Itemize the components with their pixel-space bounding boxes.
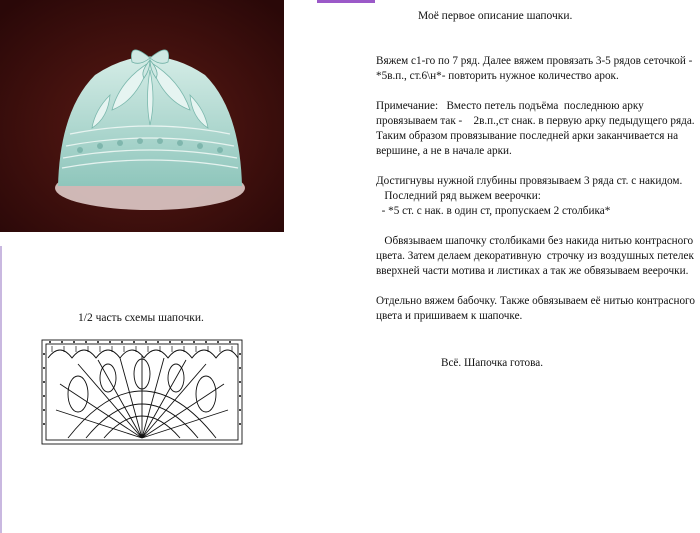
instructions-text: [376, 54, 696, 324]
paragraph: Вяжем с1-го по 7 ряд. Далее вяжем провязать 3-5 рядов сеточкой -*5в.п., ст.6\н*- повторить нужное количество арок.: [376, 55, 693, 82]
paragraph: Последний ряд выжем веерочки:: [376, 190, 541, 202]
crochet-scheme: [38, 334, 248, 448]
final-note: Всё. Шапочка готова.: [441, 357, 544, 369]
scheme-caption: 1/2 часть схемы шапочки.: [78, 312, 204, 324]
decorative-line: [317, 0, 375, 3]
paragraph: Достигнувы нужной глубины провязываем 3 ряда ст. с накидом.: [376, 175, 683, 187]
paragraph: Отдельно вяжем бабочку. Также обвязываем её нитью контрасного цвета и пришиваем к шапочке.: [376, 295, 698, 322]
decorative-vertical-line: [0, 246, 2, 533]
hat-photo: [0, 0, 284, 232]
paragraph: - *5 ст. с нак. в один ст, пропускаем 2 столбика*: [376, 205, 611, 217]
paragraph: Обвязываем шапочку столбиками без накида нитью контрасного цвета. Затем делаем декоративную строчку из воздушных петелек вверхней части мотива и листиках а так же обвязываем веерочки.: [376, 235, 697, 277]
paragraph: Примечание: Вместо петель подъёма последнюю арку провязываем так - 2в.п.,ст снак. в первую арку педыдущего ряда. Таким образом провязывание последней арки заканчивается на вершине, а не в начале арки.: [376, 100, 698, 157]
document-title: Моё первое описание шапочки.: [418, 10, 573, 22]
